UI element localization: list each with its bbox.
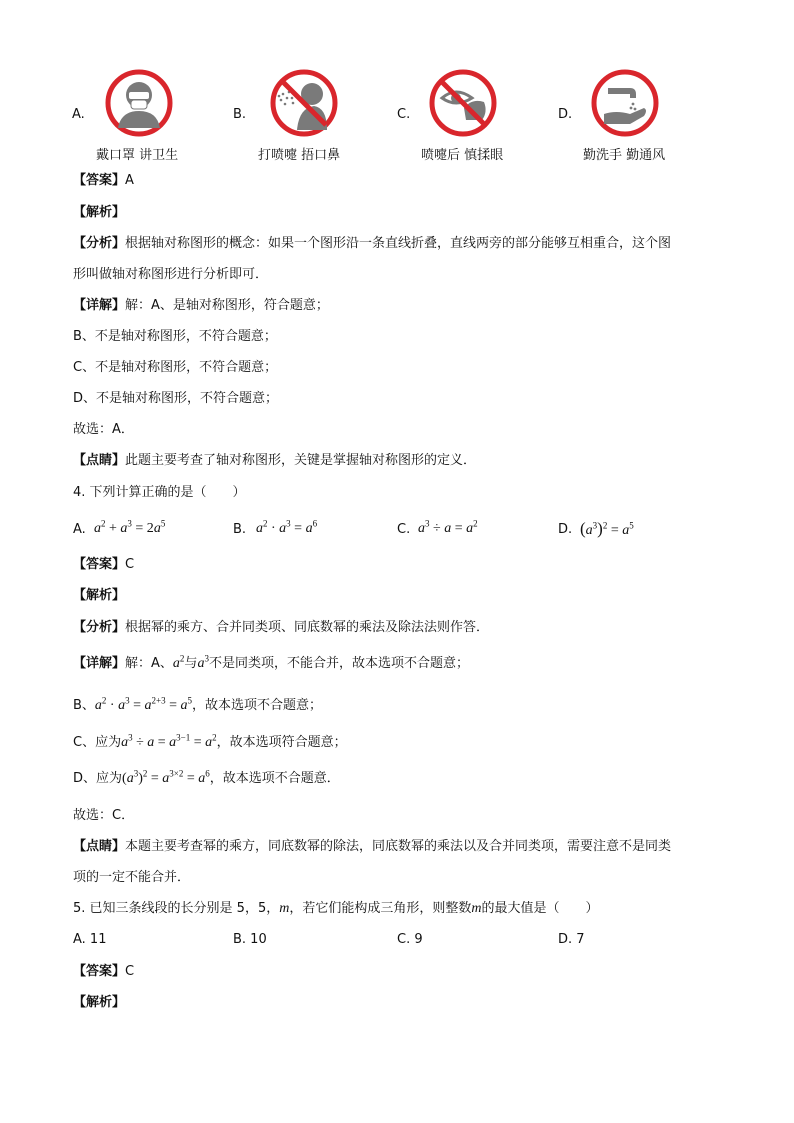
xiangjie-text: 解：A、是轴对称图形，符合题意； xyxy=(125,298,329,313)
dianjing-tag: 【点睛】 xyxy=(73,839,126,854)
fenxi-text: 根据轴对称图形的概念：如果一个图形沿一条直线折叠，直线两旁的部分能够互相重合，这个图 xyxy=(125,236,672,251)
line-c-prefix: C、应为 xyxy=(73,735,122,750)
xiangjie-prefix: 解：A、 xyxy=(125,656,173,671)
q4-answer-line xyxy=(73,556,134,574)
option-d-caption: 勤洗手 勤通风 xyxy=(583,148,666,163)
q5-option-b: B. 10 xyxy=(233,932,267,947)
q4-xiangjie-line xyxy=(73,655,469,673)
math-d: $(a^3)^2 = a^{3\times 2} = a^6$ xyxy=(122,768,210,786)
line-c-suffix: ，故本选项符合题意； xyxy=(216,735,347,750)
q4-option-a-label: A. xyxy=(73,522,86,537)
q3-answer-line xyxy=(73,172,134,190)
answer-tag: 【答案】 xyxy=(73,557,126,572)
q4-option-b-formula: $a^2 \cdot a^3 = a^6$ xyxy=(256,518,318,536)
q3-line-c: C、不是轴对称图形，不符合题意； xyxy=(73,360,278,375)
option-c-caption: 喷嚏后 慎揉眼 xyxy=(421,148,504,163)
stem-prefix: 5. 已知三条线段的长分别是 5，5， xyxy=(73,901,280,916)
hand-wash-icon xyxy=(590,68,660,138)
q5-option-c: C. 9 xyxy=(397,932,423,947)
answer-value: C xyxy=(125,557,135,572)
q4-stem: 4. 下列计算正确的是（ ） xyxy=(73,485,246,500)
q5-analysis-tag: 【解析】 xyxy=(73,995,126,1010)
eye-rub-icon xyxy=(428,68,498,138)
line-d-prefix: D、应为 xyxy=(73,771,123,786)
q5-option-d: D. 7 xyxy=(558,932,585,947)
xiangjie-mid: 与 xyxy=(184,656,198,671)
stem-mid: ，若它们能构成三角形，则整数 xyxy=(289,901,472,916)
xiangjie-suffix: 不是同类项，不能合并，故本选项不合题意； xyxy=(208,656,469,671)
answer-tag: 【答案】 xyxy=(73,173,126,188)
dianjing-text: 此题主要考查了轴对称图形，关键是掌握轴对称图形的定义． xyxy=(125,453,477,468)
math-a3: $a^3$ xyxy=(197,653,209,671)
q4-line-c xyxy=(73,734,347,752)
q3-line-b: B、不是轴对称图形，不符合题意； xyxy=(73,329,277,344)
answer-tag: 【答案】 xyxy=(73,964,126,979)
q3-line-d: D、不是轴对称图形，不符合题意； xyxy=(73,391,279,406)
fenxi-text: 根据幂的乘方、合并同类项、同底数幂的乘法及除法法则作答． xyxy=(125,620,490,635)
stem-suffix: 的最大值是（ ） xyxy=(481,901,599,916)
q4-option-c-formula: $a^3 \div a = a^2$ xyxy=(418,518,478,536)
q4-option-d-formula: $(a^3)^2 = a^5$ xyxy=(580,519,634,538)
option-b-label: B. xyxy=(233,107,247,122)
option-c-label: C. xyxy=(397,107,411,122)
q3-xiangjie-line xyxy=(73,297,329,315)
q4-option-d-label: D. xyxy=(558,522,573,537)
line-d-suffix: ，故本选项不合题意． xyxy=(209,771,340,786)
math-b: $a^2 \cdot a^3 = a^{2+3} = a^5$ xyxy=(94,695,192,713)
q5-stem xyxy=(73,900,599,918)
q4-dianjing-line xyxy=(73,838,671,856)
mask-face-icon xyxy=(104,68,174,138)
q4-guxuan: 故选：C． xyxy=(73,808,135,823)
fenxi-tag: 【分析】 xyxy=(73,620,126,635)
xiangjie-tag: 【详解】 xyxy=(73,298,126,313)
answer-value: C xyxy=(125,964,135,979)
q4-line-d xyxy=(73,770,340,788)
q3-guxuan: 故选：A． xyxy=(73,422,134,437)
q5-option-a: A. 11 xyxy=(73,932,107,947)
q4-analysis-tag: 【解析】 xyxy=(73,588,126,603)
sneeze-cover-icon xyxy=(269,68,339,138)
var-m: m xyxy=(279,901,290,916)
option-a-caption: 戴口罩 讲卫生 xyxy=(96,148,179,163)
q4-option-c-label: C. xyxy=(397,522,411,537)
dianjing-text: 本题主要考查幂的乘方，同底数幂的除法，同底数幂的乘法以及合并同类项，需要注意不是同类 xyxy=(125,839,672,854)
var-m: m xyxy=(471,901,482,916)
q4-line-b xyxy=(73,697,322,715)
q4-option-a-formula: $a^2 + a^3 = 2a^5$ xyxy=(94,518,166,536)
q3-fenxi-line xyxy=(73,235,671,253)
line-b-prefix: B、 xyxy=(73,698,95,713)
q4-fenxi-line xyxy=(73,619,489,637)
xiangjie-tag: 【详解】 xyxy=(73,656,126,671)
option-a-label: A. xyxy=(72,107,85,122)
fenxi-tag: 【分析】 xyxy=(73,236,126,251)
q3-fenxi-line-2: 形叫做轴对称图形进行分析即可． xyxy=(73,267,269,282)
q5-answer-line xyxy=(73,963,134,981)
answer-value: A xyxy=(125,173,134,188)
line-b-suffix: ，故本选项不合题意； xyxy=(191,698,322,713)
q3-dianjing-line xyxy=(73,452,476,470)
math-c: $a^3 \div a = a^{3-1} = a^2$ xyxy=(121,732,217,750)
q4-option-b-label: B. xyxy=(233,522,247,537)
q3-analysis-tag: 【解析】 xyxy=(73,205,126,220)
q4-dianjing-line-2: 项的一定不能合并． xyxy=(73,870,191,885)
math-a2: $a^2$ xyxy=(172,653,185,671)
option-d-label: D. xyxy=(558,107,573,122)
option-b-caption: 打喷嚏 捂口鼻 xyxy=(258,148,341,163)
dianjing-tag: 【点睛】 xyxy=(73,453,126,468)
